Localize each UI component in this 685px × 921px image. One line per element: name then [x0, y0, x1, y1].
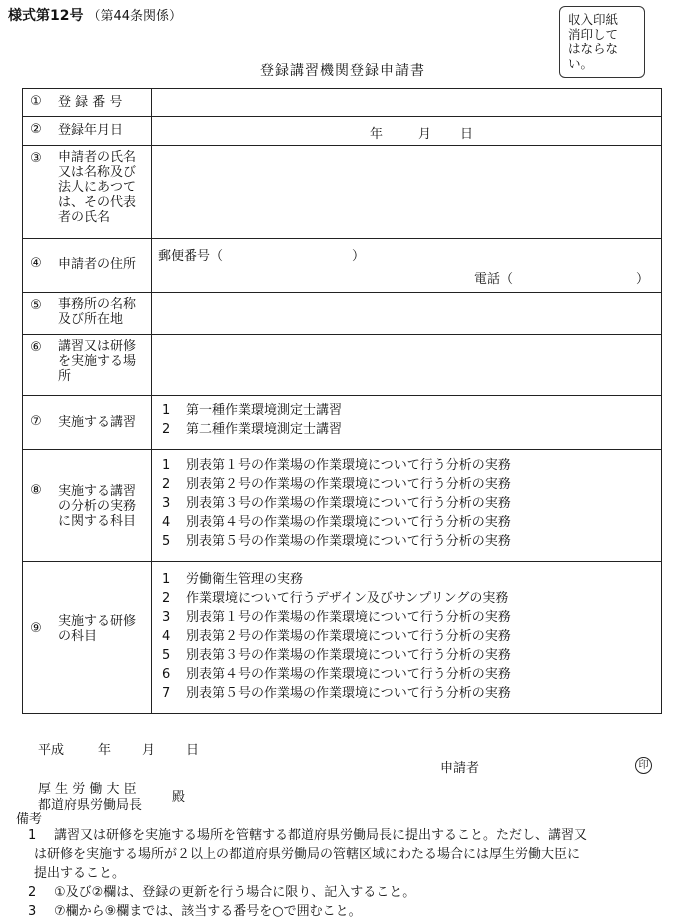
option-number: 1 [162, 458, 171, 473]
notes-list [14, 826, 674, 921]
phone-label: 電話（ [474, 272, 514, 287]
option-number: 5 [162, 534, 171, 549]
note-item [14, 902, 674, 921]
label-line: 実施する研修 [58, 614, 137, 629]
option-item[interactable] [162, 665, 655, 684]
label-line: の科目 [58, 629, 98, 644]
option-text: 別表第１号の作業場の作業環境について行う分析の実務 [186, 458, 511, 473]
office-field[interactable] [152, 293, 662, 335]
form-row-office [23, 293, 662, 335]
option-number: 3 [162, 610, 171, 625]
date-year-label: 年 [98, 743, 112, 758]
postal-code-close: ） [352, 249, 366, 264]
option-number: 6 [162, 667, 171, 682]
stamp-line: い。 [568, 55, 594, 71]
form-row-applicant-address [23, 239, 662, 293]
option-number: 7 [162, 686, 171, 701]
form-row-applicant-name [23, 146, 662, 239]
option-number: 2 [162, 591, 171, 606]
option-item[interactable] [162, 646, 655, 665]
year-label: 年 [370, 127, 384, 142]
option-number: 4 [162, 629, 171, 644]
label-line: を実施する場 [58, 354, 137, 369]
row-number: ⑥ [30, 340, 42, 355]
label-line: 又は名称及び [58, 165, 137, 180]
option-number: 1 [162, 403, 171, 418]
note-number: 2 [28, 885, 37, 900]
label-line: 申請者の住所 [58, 257, 137, 272]
option-text: 労働衛生管理の実務 [186, 572, 304, 587]
row-number: ④ [30, 256, 42, 271]
note-number: 1 [28, 828, 37, 843]
option-item[interactable] [162, 589, 655, 608]
form-row-venue [23, 335, 662, 396]
row-number: ⑦ [30, 414, 42, 429]
row-label [23, 335, 152, 396]
row-label [23, 396, 152, 450]
form-row-registration-date [23, 117, 662, 146]
date-era: 平成 [38, 743, 65, 758]
option-number: 1 [162, 572, 171, 587]
stamp-line: 収入印紙 [568, 12, 619, 27]
notes-heading: 備考 [16, 812, 43, 827]
analysis-subjects-field [152, 450, 662, 562]
stamp-line: 消印して [568, 26, 619, 42]
note-line: ⑦欄から⑨欄までは、該当する番号を○で囲むこと。 [54, 904, 362, 919]
option-item[interactable] [162, 608, 655, 627]
option-item[interactable] [162, 513, 655, 532]
option-text: 別表第５号の作業場の作業環境について行う分析の実務 [186, 534, 511, 549]
option-number: 2 [162, 477, 171, 492]
label-line: 実施する講習 [58, 415, 137, 430]
form-row-courses [23, 396, 662, 450]
day-label: 日 [460, 127, 474, 142]
row-label [23, 146, 152, 239]
row-number: ② [30, 122, 42, 137]
option-text: 別表第３号の作業場の作業環境について行う分析の実務 [186, 648, 511, 663]
note-line: 講習又は研修を実施する場所を管轄する都道府県労働局長に提出すること。ただし、講習又 [54, 828, 588, 843]
applicant-label: 申請者 [440, 761, 480, 776]
row-number: ⑤ [30, 298, 42, 313]
label-line: は、その代表 [58, 195, 137, 210]
label-line: 者の氏名 [58, 210, 111, 225]
option-text: 別表第３号の作業場の作業環境について行う分析の実務 [186, 496, 511, 511]
registration-number-field[interactable] [152, 89, 662, 117]
honorific: 殿 [172, 790, 186, 805]
training-subjects-field [152, 562, 662, 714]
form-row-analysis-subjects [23, 450, 662, 562]
note-number: 3 [28, 904, 37, 919]
addressee-minister: 厚 生 労 働 大 臣 [38, 782, 137, 797]
applicant-name-field[interactable] [152, 146, 662, 239]
label-line: 申請者の氏名 [58, 150, 137, 165]
note-line: ①及び②欄は、登録の更新を行う場合に限り、記入すること。 [54, 885, 416, 900]
option-item[interactable] [162, 627, 655, 646]
label-line: 事務所の名称 [58, 297, 137, 312]
label-line: 法人にあつて [58, 180, 137, 195]
addressee-bureau-director: 都道府県労働局長 [38, 798, 143, 813]
label-line: 講習又は研修 [58, 339, 137, 354]
option-text: 別表第２号の作業場の作業環境について行う分析の実務 [186, 629, 511, 644]
option-number: 3 [162, 496, 171, 511]
row-number: ⑧ [30, 483, 42, 498]
postal-code-label: 郵便番号（ [158, 249, 224, 264]
row-label [23, 89, 152, 117]
stamp-line: はならな [568, 41, 619, 56]
option-item[interactable] [162, 570, 655, 589]
option-text: 別表第２号の作業場の作業環境について行う分析の実務 [186, 477, 511, 492]
row-number: ① [30, 94, 42, 109]
document-title: 登録講習機関登録申請書 [260, 63, 425, 79]
row-label [23, 293, 152, 335]
row-label [23, 239, 152, 293]
application-form-table [22, 88, 662, 714]
date-month-label: 月 [142, 743, 156, 758]
option-text: 別表第５号の作業場の作業環境について行う分析の実務 [186, 686, 511, 701]
label-line: 登 録 番 号 [58, 95, 123, 110]
row-label [23, 450, 152, 562]
form-reference: （第44条関係） [87, 9, 183, 24]
option-text: 別表第４号の作業場の作業環境について行う分析の実務 [186, 515, 511, 530]
row-number: ③ [30, 151, 42, 166]
row-number: ⑨ [30, 621, 42, 636]
courses-field [152, 396, 662, 450]
form-row-registration-number [23, 89, 662, 117]
label-line: 及び所在地 [58, 312, 124, 327]
option-item[interactable] [162, 401, 655, 420]
label-line: 所 [58, 369, 72, 384]
label-line: 登録年月日 [58, 123, 124, 138]
applicant-address-field[interactable] [152, 239, 662, 293]
seal-mark-icon: 印 [635, 757, 652, 774]
month-label: 月 [418, 127, 432, 142]
option-item[interactable] [162, 420, 655, 439]
option-item[interactable] [162, 475, 655, 494]
option-text: 別表第４号の作業場の作業環境について行う分析の実務 [186, 667, 511, 682]
option-item[interactable] [162, 494, 655, 513]
option-text: 別表第１号の作業場の作業環境について行う分析の実務 [186, 610, 511, 625]
option-number: 2 [162, 422, 171, 437]
note-line: 提出すること。 [34, 866, 126, 881]
row-label [23, 117, 152, 146]
date-day-label: 日 [186, 743, 200, 758]
note-item [14, 826, 674, 883]
label-line: 実施する講習 [58, 484, 137, 499]
label-line: の分析の実務 [58, 499, 137, 514]
note-item [14, 883, 674, 902]
option-item[interactable] [162, 532, 655, 551]
option-text: 第一種作業環境測定士講習 [186, 403, 343, 418]
form-row-training-subjects [23, 562, 662, 714]
phone-close: ） [636, 272, 650, 287]
option-item[interactable] [162, 684, 655, 703]
row-label [23, 562, 152, 714]
label-line: に関する科目 [58, 514, 137, 529]
option-item[interactable] [162, 456, 655, 475]
note-line: は研修を実施する場所が２以上の都道府県労働局の管轄区域にわたる場合には厚生労働大臣に [34, 847, 581, 862]
option-text: 第二種作業環境測定士講習 [186, 422, 343, 437]
option-text: 作業環境について行うデザイン及びサンプリングの実務 [186, 591, 509, 606]
venue-field[interactable] [152, 335, 662, 396]
registration-date-field[interactable] [152, 117, 662, 146]
option-number: 5 [162, 648, 171, 663]
form-number: 様式第12号 （第44条関係） [8, 8, 183, 24]
option-number: 4 [162, 515, 171, 530]
